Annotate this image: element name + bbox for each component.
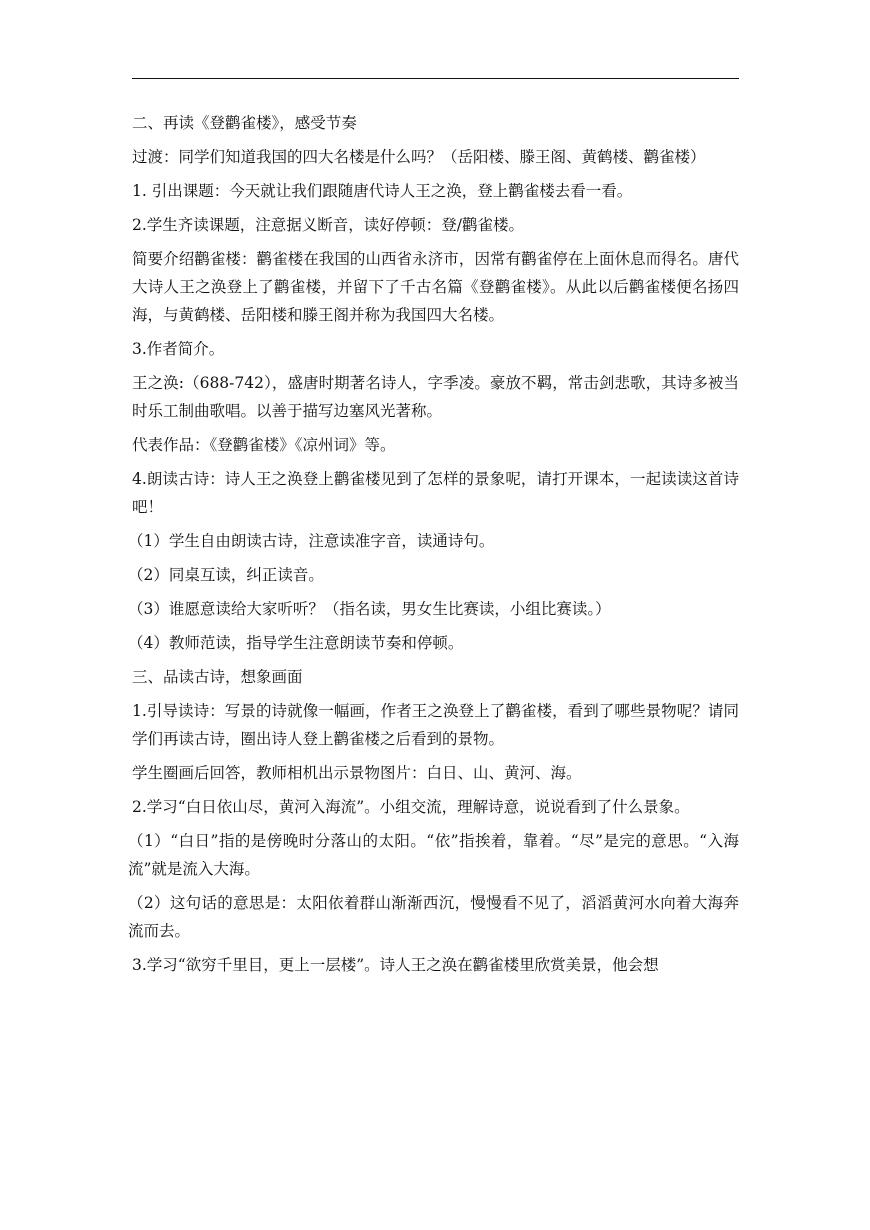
step-4-paragraph: 4.朗读古诗：诗人王之涣登上鹳雀楼见到了怎样的景象呢，请打开课本，一起读读这首诗吧！ <box>132 470 739 516</box>
tower-intro-paragraph: 简要介绍鹳雀楼：鹳雀楼在我国的山西省永济市，因常有鹳雀停在上面休息而得名。唐代大诗人王之涣登上了鹳雀楼，并留下了千古名篇《登鹳雀楼》。从此以后鹳雀楼便名扬四海，与黄鹤楼、岳阳楼和滕王阁并称为我国四大名楼。 <box>132 250 739 324</box>
step-2-paragraph: 2.学生齐读课题，注意据义断音，读好停顿：登/鹳雀楼。 <box>132 216 525 234</box>
header-rule <box>132 78 739 79</box>
s3-step-2-paragraph: 2.学习“白日依山尽，黄河入海流”。小组交流，理解诗意，说说看到了什么景象。 <box>132 798 690 816</box>
step-1-paragraph: 1. 引出课题：今天就让我们跟随唐代诗人王之涣，登上鹳雀楼去看一看。 <box>132 182 633 200</box>
step-3-paragraph: 3.作者简介。 <box>132 340 225 358</box>
step-4-4-paragraph: （4）教师范读，指导学生注意朗读节奏和停顿。 <box>128 634 464 652</box>
s3-answer-paragraph: 学生圈画后回答，教师相机出示景物图片：白日、山、黄河、海。 <box>132 764 582 782</box>
s3-step-1-paragraph: 1.引导读诗：写景的诗就像一幅画，作者王之涣登上了鹳雀楼，看到了哪些景物呢？请同学们再读古诗，圈出诗人登上鹳雀楼之后看到的景物。 <box>132 702 739 748</box>
section-2-heading: 二、再读《登鹳雀楼》，感受节奏 <box>132 114 357 132</box>
section-3-heading: 三、品读古诗，想象画面 <box>132 668 303 686</box>
step-4-1-paragraph: （1）学生自由朗读古诗，注意读准字音，读通诗句。 <box>128 532 495 550</box>
works-paragraph: 代表作品：《登鹳雀楼》《凉州词》等。 <box>132 436 396 454</box>
s3-step-3-paragraph: 3.学习“欲穷千里目，更上一层楼”。诗人王之涣在鹳雀楼里欣赏美景，他会想 <box>132 956 659 974</box>
document-body <box>128 109 739 985</box>
author-bio-paragraph: 王之涣:（688-742），盛唐时期著名诗人，字季凌。豪放不羁，常击剑悲歌，其诗多被当时乐工制曲歌唱。以善于描写边塞风光著称。 <box>132 374 739 420</box>
step-4-3-paragraph: （3）谁愿意读给大家听听？（指名读，男女生比赛读，小组比赛读。） <box>128 600 611 618</box>
s3-step-2-2-paragraph: （2）这句话的意思是：太阳依着群山渐渐西沉，慢慢看不见了，滔滔黄河水向着大海奔流而去。 <box>128 894 739 940</box>
transition-paragraph: 过渡：同学们知道我国的四大名楼是什么吗？（岳阳楼、滕王阁、黄鹤楼、鹳雀楼） <box>132 148 706 166</box>
s3-step-2-1-paragraph: （1）“白日”指的是傍晚时分落山的太阳。“依”指挨着，靠着。“尽”是完的意思。“入海流”就是流入大海。 <box>128 832 739 878</box>
step-4-2-paragraph: （2）同桌互读，纠正读音。 <box>128 566 324 584</box>
